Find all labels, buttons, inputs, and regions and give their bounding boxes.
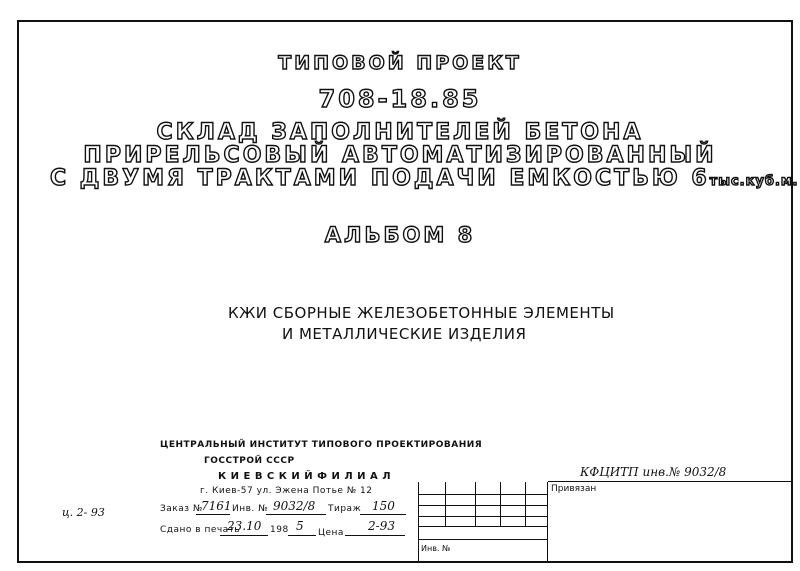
order-value: 7161 (201, 499, 232, 513)
institute-name: ЦЕНТРАЛЬНЫЙ ИНСТИТУТ ТИПОВОГО ПРОЕКТИРОВАНИЯ (160, 440, 483, 450)
album-title: АЛЬБОМ 8 (324, 223, 476, 247)
subtitle-line-2: И МЕТАЛЛИЧЕСКИЕ ИЗДЕЛИЯ (282, 325, 527, 343)
stamp-inv-label: Инв. № (421, 544, 451, 553)
price-label: Цена (318, 528, 344, 538)
title-project-number: 708-18.85 (318, 85, 482, 113)
year-value: 5 (296, 519, 304, 533)
stamp-grid-col-3 (500, 482, 501, 526)
print-run-label: Тираж (328, 504, 362, 514)
stamp-code-underline (548, 481, 793, 482)
stamp-grid-row-4 (418, 526, 547, 527)
year-prefix: 198 (270, 525, 289, 535)
title-line-5-text: С ДВУМЯ ТРАКТАМИ ПОДАЧИ ЕМКОСТЬЮ 6 (50, 166, 710, 191)
year-underline (288, 535, 316, 536)
inventory-underline (266, 514, 326, 515)
price-underline (345, 535, 405, 536)
title-line-5-unit: тыс.куб.м. (709, 174, 799, 189)
institute-address: г. Киев-57 ул. Эжена Потье № 12 (200, 486, 373, 496)
stamp-grid-col-4 (525, 482, 526, 526)
stamp-grid-row-2 (418, 505, 547, 506)
print-run-underline (360, 514, 406, 515)
stamp-grid-row-1 (418, 494, 547, 495)
order-label: Заказ № (160, 504, 203, 514)
inventory-label: Инв. № (232, 504, 269, 514)
print-date-label: Сдано в печать (160, 525, 241, 535)
stamp-privyazan-label: Привязан (551, 484, 597, 494)
stamp-code: КФЦИТП инв.№ 9032/8 (580, 465, 727, 479)
title-line-5 (50, 166, 799, 191)
print-run-value: 150 (372, 499, 395, 513)
title-line-1: ТИПОВОЙ ПРОЕКТ (278, 52, 522, 74)
print-date-value: 23.10 (227, 519, 262, 533)
stamp-grid-col-1 (445, 482, 446, 526)
institute-branch: К И Е В С К И Й Ф И Л И А Л (218, 471, 392, 482)
title-line-4: ПРИРЕЛЬСОВЫЙ АВТОМАТИЗИРОВАННЫЙ (83, 143, 717, 168)
subtitle-line-1: КЖИ СБОРНЫЕ ЖЕЛЕЗОБЕТОННЫЕ ЭЛЕМЕНТЫ (228, 304, 615, 322)
margin-note: ц. 2- 93 (62, 506, 105, 519)
print-date-underline (220, 535, 268, 536)
institute-gosstroy: ГОССТРОЙ СССР (204, 456, 295, 466)
stamp-grid-row-5 (418, 539, 547, 540)
inventory-value: 9032/8 (273, 499, 316, 513)
stamp-grid-col-5 (547, 482, 548, 563)
price-value: 2-93 (368, 519, 395, 533)
title-line-3: СКЛАД ЗАПОЛНИТЕЛЕЙ БЕТОНА (156, 120, 644, 145)
stamp-grid-col-2 (475, 482, 476, 526)
stamp-grid-row-3 (418, 516, 547, 517)
order-underline (196, 514, 230, 515)
